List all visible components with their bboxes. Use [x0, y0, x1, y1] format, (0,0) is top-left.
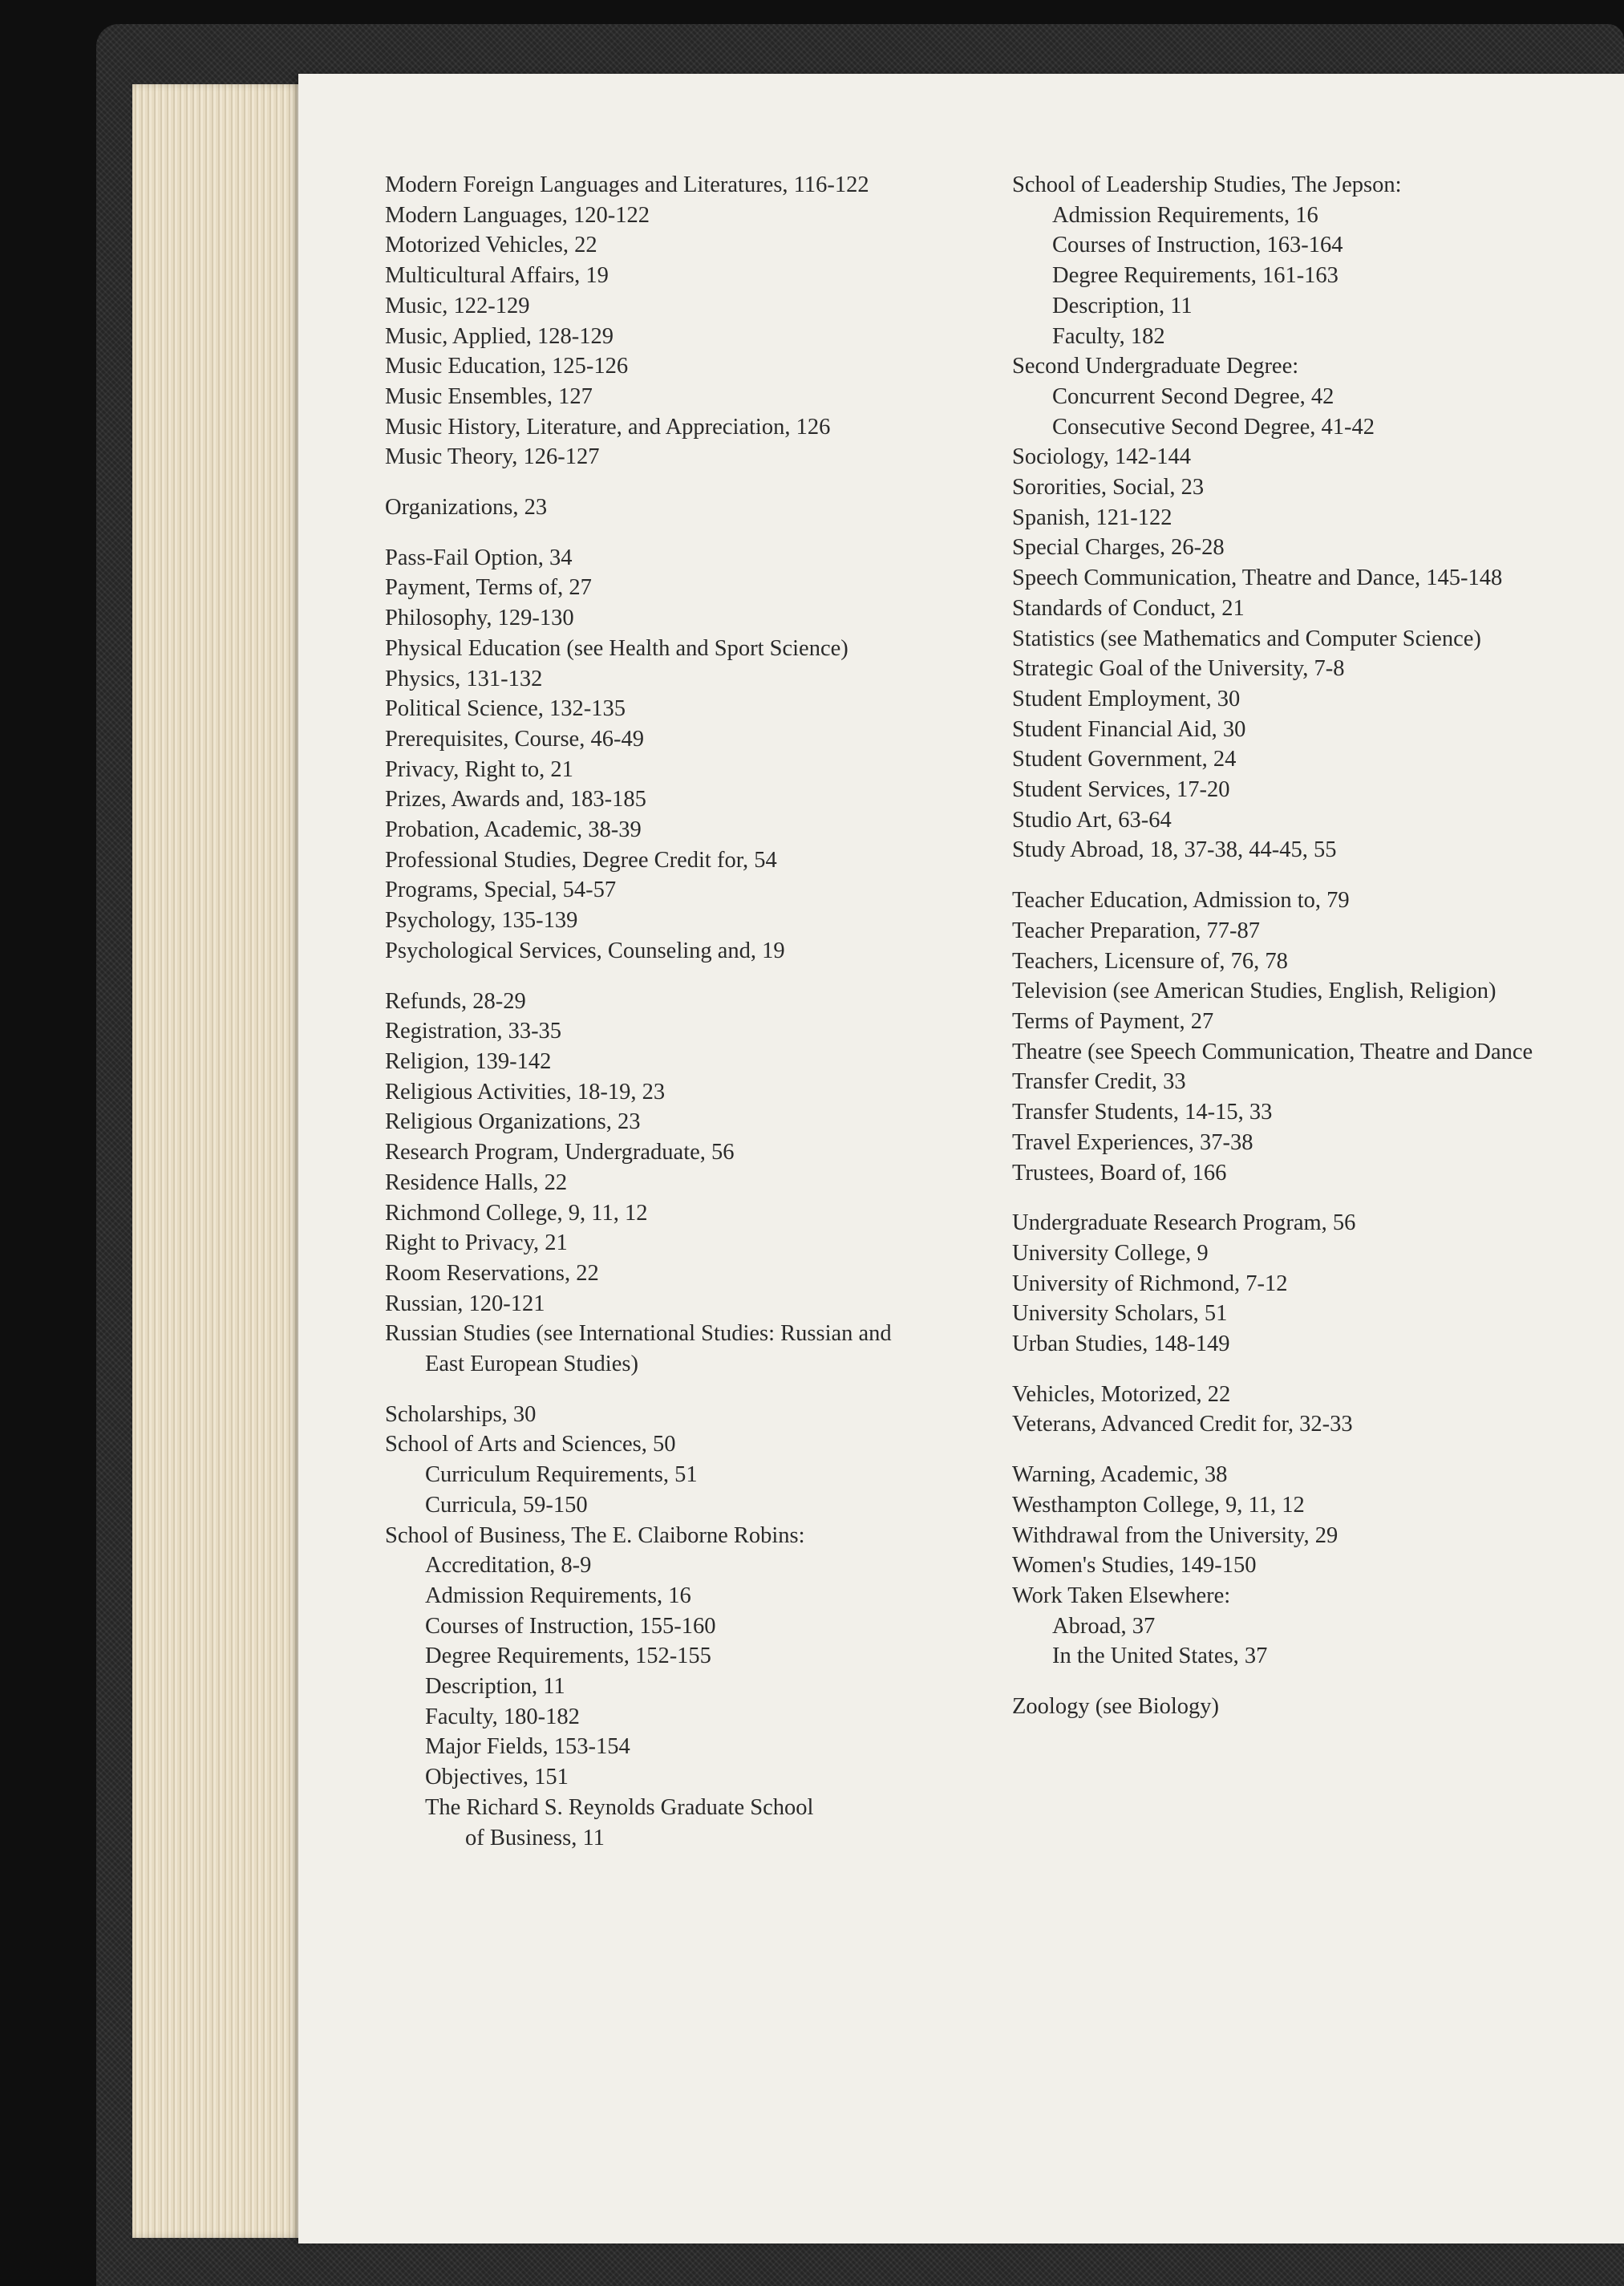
index-subentry: Curricula, 59-150 — [425, 1492, 588, 1518]
index-entry: Sociology, 142-144 — [1012, 444, 1191, 470]
index-entry: Strategic Goal of the University, 7-8 — [1012, 656, 1345, 682]
index-entry: Women's Studies, 149-150 — [1012, 1553, 1257, 1579]
index-subentry: Description, 11 — [1052, 293, 1193, 318]
index-entry: Russian, 120-121 — [385, 1291, 545, 1316]
index-entry: Motorized Vehicles, 22 — [385, 233, 597, 258]
section-gap — [385, 523, 938, 543]
section-gap — [1012, 1440, 1606, 1460]
index-subentry: Degree Requirements, 152-155 — [425, 1644, 711, 1669]
index-entry: Physics, 131-132 — [385, 666, 543, 691]
index-entry: Richmond College, 9, 11, 12 — [385, 1200, 648, 1226]
index-entry: Warning, Academic, 38 — [1012, 1462, 1228, 1488]
index-entry: Music Theory, 126-127 — [385, 444, 600, 470]
index-entry: Privacy, Right to, 21 — [385, 756, 573, 782]
index-entry: Terms of Payment, 27 — [1012, 1008, 1214, 1034]
index-entry: Room Reservations, 22 — [385, 1260, 599, 1286]
index-entry: Philosophy, 129-130 — [385, 606, 574, 631]
index-entry: Student Services, 17-20 — [1012, 777, 1230, 803]
index-subentry: Courses of Instruction, 163-164 — [1052, 233, 1343, 258]
index-entry: Sororities, Social, 23 — [1012, 475, 1205, 501]
index-entry: Multicultural Affairs, 19 — [385, 263, 609, 289]
index-entry: Television (see American Studies, English, Religion) — [1012, 979, 1496, 1004]
index-subentry: Major Fields, 153-154 — [425, 1734, 630, 1760]
index-entry: Payment, Terms of, 27 — [385, 575, 592, 601]
index-entry: Travel Experiences, 37-38 — [1012, 1129, 1253, 1155]
index-entry: Probation, Academic, 38-39 — [385, 817, 642, 843]
index-subentry: Curriculum Requirements, 51 — [425, 1462, 698, 1488]
index-entry: Work Taken Elsewhere: — [1012, 1583, 1231, 1608]
index-entry: Psychology, 135-139 — [385, 908, 578, 934]
index-subentry: Faculty, 182 — [1052, 323, 1165, 349]
index-entry: Religion, 139-142 — [385, 1048, 552, 1074]
index-subentry: Admission Requirements, 16 — [1052, 202, 1318, 228]
index-entry: Modern Foreign Languages and Literatures, 116-122 — [385, 172, 869, 197]
index-subentry: Admission Requirements, 16 — [425, 1583, 691, 1608]
index-subentry: Concurrent Second Degree, 42 — [1052, 383, 1334, 409]
index-entry: Music Ensembles, 127 — [385, 383, 593, 409]
index-entry: Undergraduate Research Program, 56 — [1012, 1210, 1356, 1236]
index-entry: Urban Studies, 148-149 — [1012, 1331, 1230, 1357]
index-subentry: Objectives, 151 — [425, 1765, 569, 1790]
index-entry: Prerequisites, Course, 46-49 — [385, 726, 644, 752]
index-entry: Religious Organizations, 23 — [385, 1109, 641, 1135]
index-entry: Music, Applied, 128-129 — [385, 323, 614, 349]
index-entry: Special Charges, 26-28 — [1012, 535, 1225, 561]
index-entry: Music History, Literature, and Appreciation, 126 — [385, 414, 831, 440]
index-entry: School of Business, The E. Claiborne Robins: — [385, 1522, 805, 1548]
index-entry: Teacher Preparation, 77-87 — [1012, 918, 1260, 943]
index-entry: Political Science, 132-135 — [385, 696, 626, 722]
index-entry: School of Leadership Studies, The Jepson: — [1012, 172, 1402, 197]
index-column-left — [385, 170, 938, 1853]
section-gap — [385, 472, 938, 492]
index-entry: Music Education, 125-126 — [385, 354, 629, 379]
index-entry: Physical Education (see Health and Sport Science) — [385, 635, 848, 661]
index-subentry: Abroad, 37 — [1052, 1613, 1156, 1639]
index-page — [298, 74, 1624, 2243]
index-entry: Scholarships, 30 — [385, 1401, 537, 1427]
index-subentry: Courses of Instruction, 155-160 — [425, 1613, 716, 1639]
index-entry: Right to Privacy, 21 — [385, 1230, 568, 1256]
section-gap — [385, 1380, 938, 1400]
index-subentry: Description, 11 — [425, 1674, 565, 1700]
index-subentry: of Business, 11 — [465, 1825, 605, 1850]
section-gap — [1012, 865, 1606, 886]
index-entry: Organizations, 23 — [385, 495, 548, 521]
index-entry: Study Abroad, 18, 37-38, 44-45, 55 — [1012, 837, 1337, 863]
section-gap — [385, 967, 938, 987]
index-subentry: In the United States, 37 — [1052, 1644, 1268, 1669]
index-entry: Religious Activities, 18-19, 23 — [385, 1079, 666, 1104]
index-entry: Research Program, Undergraduate, 56 — [385, 1140, 735, 1165]
index-subentry: Faculty, 180-182 — [425, 1704, 580, 1729]
index-entry: Spanish, 121-122 — [1012, 505, 1172, 530]
index-subentry: East European Studies) — [425, 1352, 638, 1377]
index-entry: Statistics (see Mathematics and Computer Science) — [1012, 626, 1481, 651]
index-entry: Refunds, 28-29 — [385, 988, 526, 1014]
index-column-right — [1012, 170, 1606, 1722]
section-gap — [1012, 1360, 1606, 1380]
index-entry: Transfer Students, 14-15, 33 — [1012, 1100, 1273, 1125]
section-gap — [1012, 1188, 1606, 1208]
index-entry: University of Richmond, 7-12 — [1012, 1271, 1288, 1296]
index-subentry: Accreditation, 8-9 — [425, 1553, 592, 1579]
index-entry: Standards of Conduct, 21 — [1012, 595, 1245, 621]
index-entry: Speech Communication, Theatre and Dance, 145-148 — [1012, 565, 1503, 591]
index-entry: Teachers, Licensure of, 76, 78 — [1012, 948, 1288, 974]
index-entry: Prizes, Awards and, 183-185 — [385, 787, 646, 813]
index-entry: Trustees, Board of, 166 — [1012, 1160, 1227, 1186]
index-entry: University Scholars, 51 — [1012, 1301, 1228, 1327]
index-entry: Theatre (see Speech Communication, Theatre and Dance — [1012, 1039, 1533, 1064]
index-subentry: Degree Requirements, 161-163 — [1052, 263, 1338, 289]
index-entry: Registration, 33-35 — [385, 1019, 562, 1044]
section-gap — [1012, 1672, 1606, 1692]
index-entry: Student Employment, 30 — [1012, 686, 1241, 711]
index-entry: School of Arts and Sciences, 50 — [385, 1432, 676, 1457]
index-entry: Transfer Credit, 33 — [1012, 1069, 1186, 1095]
index-subentry: Consecutive Second Degree, 41-42 — [1052, 414, 1375, 440]
index-entry: Westhampton College, 9, 11, 12 — [1012, 1492, 1305, 1518]
index-entry: Residence Halls, 22 — [385, 1169, 568, 1195]
page-edges — [132, 84, 305, 2238]
index-entry: Studio Art, 63-64 — [1012, 807, 1172, 833]
index-entry: Music, 122-129 — [385, 293, 530, 318]
index-entry: Professional Studies, Degree Credit for, 54 — [385, 847, 777, 873]
index-entry: University College, 9 — [1012, 1240, 1209, 1266]
index-entry: Second Undergraduate Degree: — [1012, 354, 1299, 379]
index-entry: Teacher Education, Admission to, 79 — [1012, 888, 1350, 914]
index-entry: Student Financial Aid, 30 — [1012, 716, 1246, 742]
index-entry: Programs, Special, 54-57 — [385, 878, 617, 903]
index-entry: Modern Languages, 120-122 — [385, 202, 650, 228]
index-entry: Psychological Services, Counseling and, 19 — [385, 938, 785, 963]
index-entry: Zoology (see Biology) — [1012, 1694, 1220, 1720]
index-entry: Student Government, 24 — [1012, 747, 1237, 772]
index-entry: Withdrawal from the University, 29 — [1012, 1522, 1338, 1548]
index-entry: Pass-Fail Option, 34 — [385, 545, 573, 570]
index-entry: Russian Studies (see International Studies: Russian and — [385, 1321, 892, 1347]
index-entry: Vehicles, Motorized, 22 — [1012, 1381, 1231, 1407]
index-entry: Veterans, Advanced Credit for, 32-33 — [1012, 1412, 1353, 1437]
index-subentry: The Richard S. Reynolds Graduate School — [425, 1794, 814, 1820]
